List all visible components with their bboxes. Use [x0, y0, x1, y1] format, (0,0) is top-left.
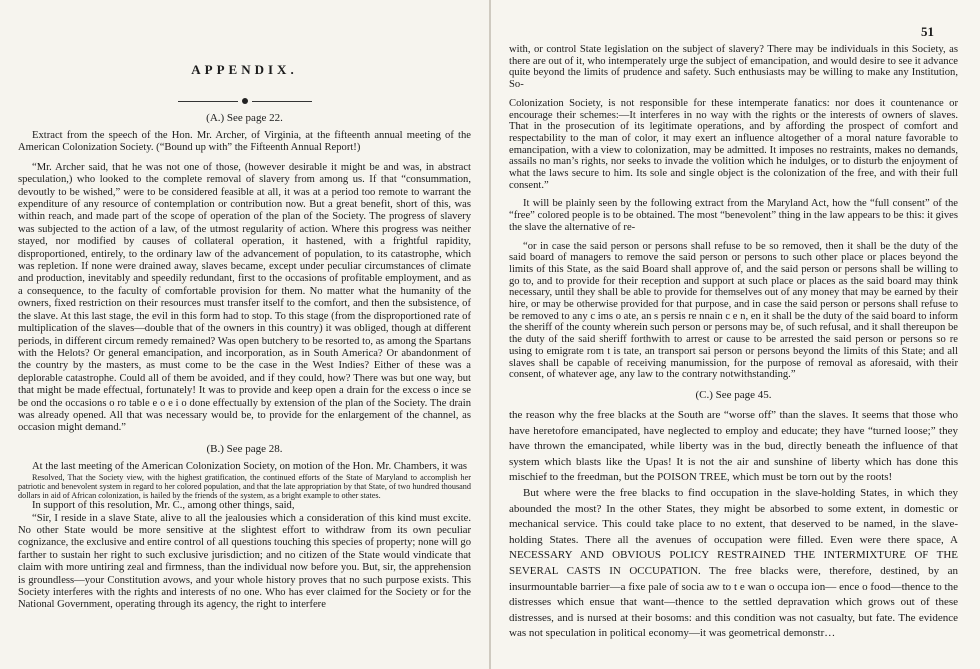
section-b-intro: At the last meeting of the American Colonization Society, on motion of the Hon. Mr. Chambers, it was	[32, 460, 468, 472]
maryland-act-intro: It will be plainly seen by the following extract from the Maryland Act, how the “full consent” of the “free” colored people is to be obtained. The most “benevolent” thing in the law appears to be this: it gives the slave the alternative of re-	[509, 198, 958, 233]
section-b-quote: “Sir, I reside in a slave State, alive to all the jealousies which a consideration of this kind must excite. No other State would be more sensitive at the slightest effort to withdraw from its own peculiar cognizance, the exclusive and entire control of all questions touching this species of property; none will go farther to sustain her right to such exclusive jurisdiction; and no citizen of the State would vindicate that claim with more untiring zeal and firmness, than the individual now before you. But, sir, the apprehension is groundless—your Constitution avows, and your whole history proves that no such purpose exists. This Society interferes with the rights and interests of no one. Who has ever claimed for the Society or for the National Government, operating through its agency, the right to interfere	[18, 512, 471, 611]
section-a-label: (A.) See page 22.	[206, 112, 283, 124]
appendix-heading: APPENDIX.	[191, 62, 298, 77]
section-a-intro: Extract from the speech of the Hon. Mr. Archer, of Virginia, at the fifteenth annual meeting of the American Colonization Society. (“Bound up with” the Fifteenth Annual Report!)	[18, 130, 471, 154]
section-c-paragraph-1: the reason why the free blacks at the South are “worse off” than the slaves. It seems that those who have heretofore emancipated, have neglected to employ and educate; they have “turned loose;” they have thrown the emancipated, while liberty was in the bud, directly beneath the influence of that system which blasts like the Upas! It is not the air and sunshine of liberty which has done this mischief to the freedman, but the POISON TREE, which must be torn out by the roots!	[509, 408, 958, 484]
section-b-label: (B.) See page 28.	[206, 442, 283, 455]
continuation-text: with, or control State legislation on the subject of slavery? There may be individuals in this Society, as there are out of it, who intemperately urge the subject of emancipation, and would desire to see it advance quite beyond the limits of prudence and safety. Such enthusiasts may be willing to make any Institution, So-	[509, 44, 958, 91]
continuation-text-2: Colonization Society, is not responsible for these intemperate fanatics: nor does it countenance or encourage their schemes:—It interferes in no way with the rights or the interests of owners of slaves. That in the prosecution of its legitimate operations, and by affording the prospect of comfort and respectability to the man of color, it may exert an influence altogether of a moral nature favorable to emancipation, with a view to colonization, may be admitted. It imposes no restraints, makes no demands, assails no man’s rights, nor seeks to invade the volition which he indulges, or to disturb the enjoyment of what the laws secure to him. Its sole and single object is the colonization of the free, and with their full consent.”	[509, 97, 958, 191]
right-page	[491, 0, 980, 669]
ornament-divider	[18, 92, 471, 102]
section-c-label: (C.) See page 45.	[695, 388, 772, 401]
maryland-act-extract: “or in case the said person or persons shall refuse to be so removed, then it shall be the duty of the said board of managers to remove the said person or persons to such other place or places beyond the limits of this State, as the said Board shall approve of, and the said person or persons shall be willing to go to, and to provide for their reception and support at such place or places as the said board may think necessary, until they shall be able to provide for themselves out of any money that may be earned by their hire, or may be otherwise provided for that purpose, and in case the said person or persons shall refuse to be removed to any c ims o ate, an s persis re nnain c e n, en it shall be the duty of the said board to inform the sheriff of the county wherein such person or persons may be, of such refusal, and it shall thereupon be the duty of the said sheriff forthwith to arrest or cause to be arrested the said person or persons so re using to emigrate rom t is tate, an transport sai person or persons beyond the limits of this State; and all slaves shall be capable of receiving manumission, for the purpose of removal as aforesaid, with their consent, of whatever age, any law to the contrary notwithstanding.”	[509, 240, 958, 381]
resolution-text: Resolved, That the Society view, with the highest gratification, the continued efforts of the State of Maryland to accomplish her patriotic and benevolent system in regard to her colored population, and that the late appropriation by that State, of two hundred thousand dollars in aid of African colonization, is hailed by the friends of the system, as a bright example to other states.	[18, 473, 471, 501]
section-c-paragraph-2: But where were the free blacks to find occupation in the slave-holding States, in which they abounded the most? In the other States, they might be absorbed to some extent, in domestic or mechanical service. This could take place to no extent, that deserved to be named, in the slave-holding States. There all the avenues of occupation were filled. Even were there space, A NECESSARY AND OBVIOUS POLICY RESTRAINED THE INTERMIXTURE OF THE SEVERAL CASTS IN OCCUPATION. The free blacks were, therefore, destined, by an insurmountable barrier—a fixe pale of socia aw to t e wan o occupa ion— ence o food—thence to the distresses which ensue that want—thence to the settled depravation which grows out of these distresses, and is nursed at their bosoms: and this condition was not casualty, but fate. The evidence was not speculation in political economy—it was geometrical demonstr…	[509, 486, 958, 640]
support-line: In support of this resolution, Mr. C., among other things, said,	[32, 500, 295, 512]
left-page	[0, 0, 489, 669]
section-a-quote: “Mr. Archer said, that he was not one of those, (however desirable it might be and was, in abstract speculation,) who looked to the complete removal of slavery from among us. If that “consummation, devoutly to be wished,” were to be considered feasible at all, it was at a period too remote to warrant the expenditure of any resource of contemplation or contribution now. But a great benefit, short of this, was within reach, and made part of the scope of operation of the plan of the Society. The progress of slavery was subjected to the action of a law, of the utmost regularity of action. Where this progress was neither stayed, nor modified by causes of collateral operation, it hastened, with a frightful rapidity, disproportioned, entirely, to the ordinary law of the advancement of population, to its catastrophe, which was repletion. If none were drained away, slaves became, except under peculiar circumstances of climate and production, inevitably and speedily redundant, first to the occasions of profitable employment, and as a consequence, to the faculty of comfortable provision for them. No matter what the humanity of the owners, fixed restriction on their resources must transfer itself to the comfort, and then the subsistence, of the slave. At this last stage, the evil in this form had to stop. To this stage (from the disproportioned rate of multiplication of the slaves—double that of the owners in this country) it was obliged, though at different periods, in different circum remedy remained? Was open butchery to be resorted to, as among the Spartans with the Helots? Or general emancipation, and incorporation, as in South America? Or abandonment of the country by the masters, as must come to be the case in the West Indies? Either of these was a deplorable catastrophe. Could all of them be avoided, and if they could, how? There was but one way, but that might be made effectual, fortunately! It was to provide and keep open a drain for the excess o ince se be ond the occasions o ro table e o e i o done effectually by extension of the plan of the Society. The drain was already opened. All that was necessary would be, to provide for the enlargement of the channel, as occasion might demand.”	[18, 161, 471, 434]
page-number: 51	[921, 24, 934, 39]
